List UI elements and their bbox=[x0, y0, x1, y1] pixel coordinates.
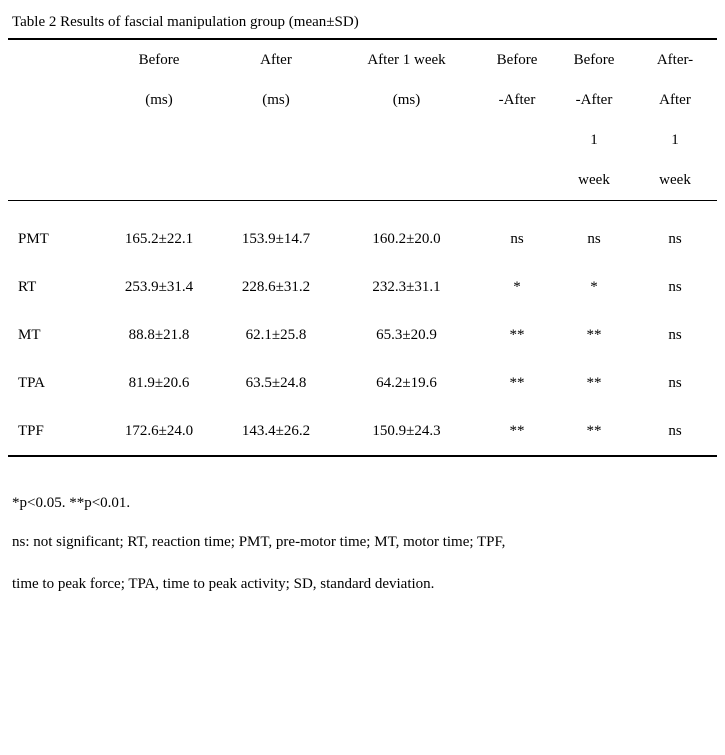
cell-after: 228.6±31.2 bbox=[241, 279, 311, 295]
header-before: Before bbox=[100, 39, 218, 80]
bottom-rule-cell-1 bbox=[100, 456, 218, 471]
header-blank-4-0 bbox=[8, 160, 100, 201]
header-before-after-sub-1: -After bbox=[498, 92, 536, 108]
cell-before-after: ** bbox=[509, 327, 525, 343]
divider-cell-2 bbox=[218, 201, 334, 216]
cell-after-1-week: 64.2±19.6 bbox=[376, 375, 437, 391]
header-blank-3-3 bbox=[334, 120, 479, 160]
cell-before: 165.2±22.1 bbox=[124, 231, 194, 247]
cell-after-after-1-week: ns bbox=[668, 423, 682, 439]
cell-before-after-1-week: ** bbox=[586, 327, 602, 343]
row-label: PMT bbox=[18, 231, 49, 247]
cell-after-1-week: 150.9±24.3 bbox=[372, 423, 441, 439]
cell-before: 253.9±31.4 bbox=[124, 279, 194, 295]
cell-before-after: ns bbox=[510, 231, 524, 247]
table-row bbox=[8, 311, 717, 359]
cell-after-after-1-week: ns bbox=[668, 279, 682, 295]
table-caption: Table 2 Results of fascial manipulation group (mean±SD) bbox=[12, 14, 359, 30]
cell-before-after: ** bbox=[509, 375, 525, 391]
bottom-rule-cell-5 bbox=[555, 456, 633, 471]
header-blank-4-1 bbox=[100, 160, 218, 201]
cell-before-after: ** bbox=[509, 423, 525, 439]
header-blank-3-1 bbox=[100, 120, 218, 160]
bottom-rule-cell-6 bbox=[633, 456, 717, 471]
table-row bbox=[8, 359, 717, 407]
header-week-label-1: week bbox=[578, 172, 610, 188]
table-header-row-3 bbox=[8, 120, 717, 160]
header-blank-3-4 bbox=[479, 120, 555, 160]
header-after-1-week: After 1 week bbox=[334, 39, 479, 80]
header-blank-2 bbox=[8, 80, 100, 120]
cell-after-1-week: 160.2±20.0 bbox=[372, 231, 441, 247]
row-label: MT bbox=[18, 327, 41, 343]
row-label: TPA bbox=[18, 375, 45, 391]
cell-after: 63.5±24.8 bbox=[245, 375, 307, 391]
bottom-rule-cell-0 bbox=[8, 456, 100, 471]
table-header-row-2 bbox=[8, 80, 717, 120]
header-after-1-week-unit: (ms) bbox=[392, 92, 421, 108]
table-row bbox=[8, 407, 717, 456]
cell-before-after-1-week: ** bbox=[586, 375, 602, 391]
table-bottom-rule bbox=[8, 456, 717, 471]
divider-cell-5 bbox=[555, 201, 633, 216]
row-label: TPF bbox=[18, 423, 44, 439]
header-after: After bbox=[218, 39, 334, 80]
footnote-abbreviations-line-2: time to peak force; TPA, time to peak activity; SD, standard deviation. bbox=[12, 576, 435, 592]
cell-after: 62.1±25.8 bbox=[245, 327, 307, 343]
header-after-after-sub: After bbox=[659, 92, 691, 108]
header-before-after-sub-2: -After bbox=[575, 92, 613, 108]
footnote-significance: *p<0.05. **p<0.01. bbox=[12, 495, 131, 511]
header-week-num-2: 1 bbox=[671, 132, 679, 148]
cell-before: 172.6±24.0 bbox=[124, 423, 194, 439]
header-before-unit: (ms) bbox=[145, 92, 173, 108]
bottom-rule-cell-3 bbox=[334, 456, 479, 471]
table-footnotes bbox=[8, 471, 717, 605]
header-week-label-2: week bbox=[659, 172, 691, 188]
header-after-unit: (ms) bbox=[262, 92, 290, 108]
cell-after-1-week: 65.3±20.9 bbox=[376, 327, 437, 343]
cell-before: 81.9±20.6 bbox=[128, 375, 190, 391]
header-after-after-1: After- bbox=[633, 39, 717, 80]
table-row bbox=[8, 263, 717, 311]
header-before-after-2: Before bbox=[555, 39, 633, 80]
cell-before-after-1-week: * bbox=[590, 279, 598, 295]
footnote-abbreviations-line-1: ns: not significant; RT, reaction time; PMT, pre-motor time; MT, motor time; TPF, bbox=[12, 534, 506, 550]
cell-after: 153.9±14.7 bbox=[241, 231, 311, 247]
row-label: RT bbox=[18, 279, 37, 295]
cell-after-1-week: 232.3±31.1 bbox=[372, 279, 441, 295]
divider-cell-4 bbox=[479, 201, 555, 216]
cell-before-after: * bbox=[513, 279, 521, 295]
header-week-num-1: 1 bbox=[590, 132, 598, 148]
header-body-divider bbox=[8, 201, 717, 216]
table-header-row-1 bbox=[8, 39, 717, 80]
divider-cell-3 bbox=[334, 201, 479, 216]
cell-after: 143.4±26.2 bbox=[241, 423, 311, 439]
divider-cell-0 bbox=[8, 201, 100, 216]
divider-cell-1 bbox=[100, 201, 218, 216]
header-blank-4-4 bbox=[479, 160, 555, 201]
cell-before: 88.8±21.8 bbox=[128, 327, 190, 343]
header-blank-4-3 bbox=[334, 160, 479, 201]
bottom-rule-cell-4 bbox=[479, 456, 555, 471]
cell-after-after-1-week: ns bbox=[668, 327, 682, 343]
header-blank-3-0 bbox=[8, 120, 100, 160]
divider-cell-6 bbox=[633, 201, 717, 216]
cell-before-after-1-week: ns bbox=[587, 231, 601, 247]
header-blank-3-2 bbox=[218, 120, 334, 160]
header-corner-blank bbox=[8, 39, 100, 80]
bottom-rule-cell-2 bbox=[218, 456, 334, 471]
cell-after-after-1-week: ns bbox=[668, 231, 682, 247]
header-before-after-1: Before bbox=[479, 39, 555, 80]
header-blank-4-2 bbox=[218, 160, 334, 201]
table-row bbox=[8, 215, 717, 263]
table-header-row-4 bbox=[8, 160, 717, 201]
cell-after-after-1-week: ns bbox=[668, 375, 682, 391]
cell-before-after-1-week: ** bbox=[586, 423, 602, 439]
results-table bbox=[8, 38, 717, 471]
